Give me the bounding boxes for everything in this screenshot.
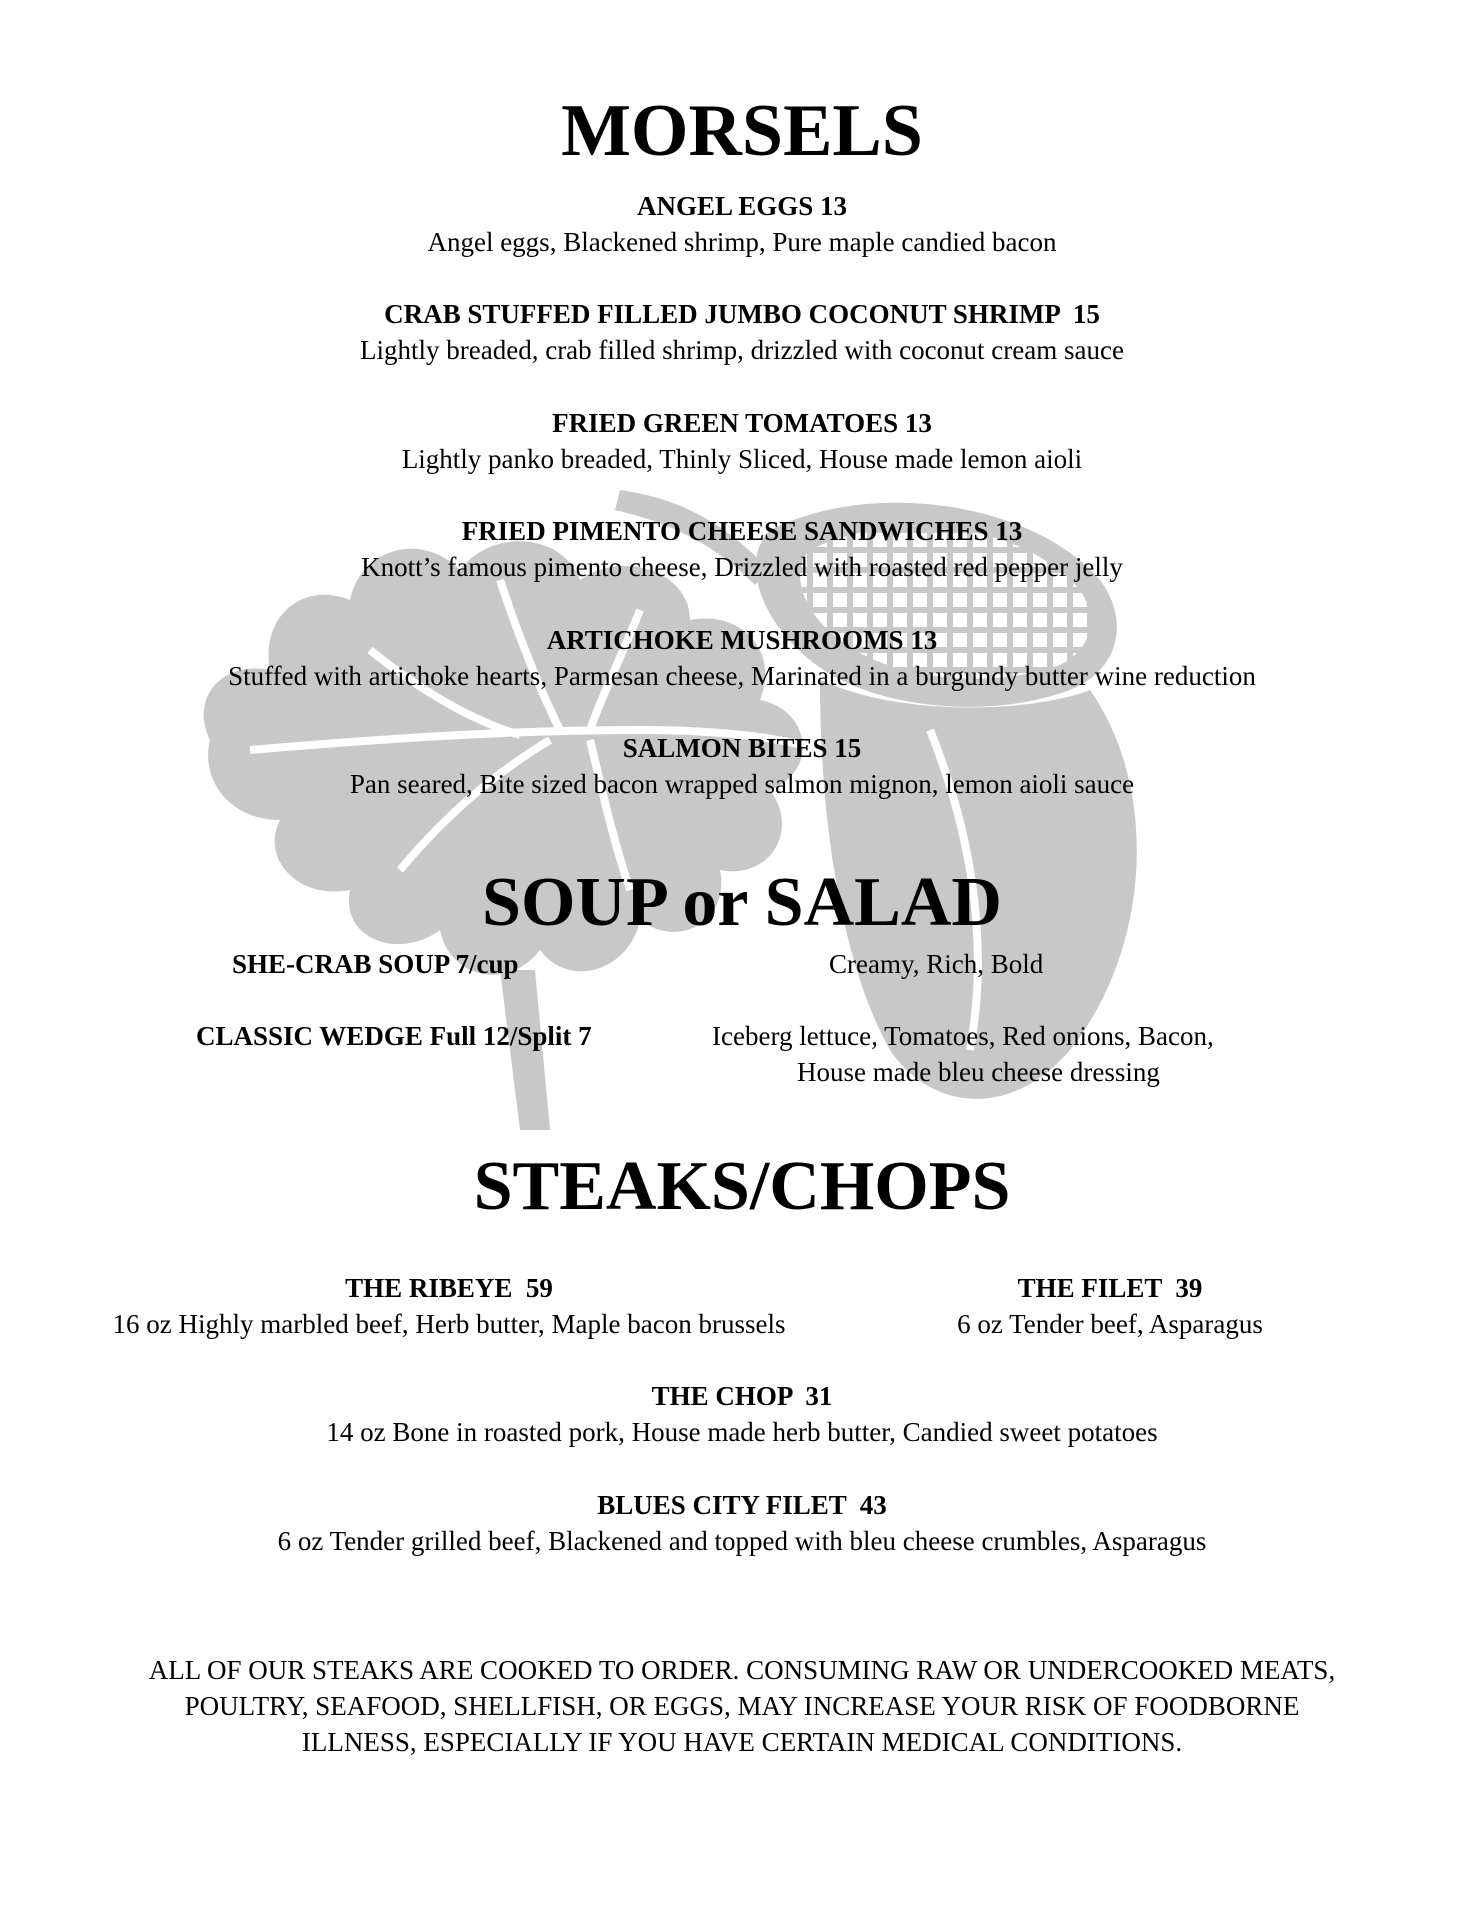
item-name: CLASSIC WEDGE Full 12/Split 7	[196, 1021, 592, 1051]
disclaimer-line: ILLNESS, ESPECIALLY IF YOU HAVE CERTAIN MEDICAL CONDITIONS.	[301, 1727, 1183, 1757]
item-description: 16 oz Highly marbled beef, Herb butter, Maple bacon brussels	[112, 1309, 786, 1339]
item-description: Angel eggs, Blackened shrimp, Pure maple candied bacon	[427, 227, 1057, 257]
section-title-steaks-chops: STEAKS/CHOPS	[473, 1148, 1011, 1225]
item-description: House made bleu cheese dressing	[797, 1057, 1160, 1087]
item-name: THE RIBEYE 59	[345, 1273, 553, 1303]
item-description: Creamy, Rich, Bold	[829, 949, 1044, 979]
item-name: CRAB STUFFED FILLED JUMBO COCONUT SHRIMP 15	[384, 299, 1100, 329]
section-title-morsels: MORSELS	[561, 90, 923, 172]
section-title-soup-salad: SOUP or SALAD	[482, 864, 1002, 941]
item-name: FRIED GREEN TOMATOES 13	[552, 408, 932, 438]
food-safety-disclaimer	[60, 1652, 1424, 1760]
item-description: Stuffed with artichoke hearts, Parmesan cheese, Marinated in a burgundy butter wine reduction	[228, 661, 1256, 691]
item-name: THE FILET 39	[1017, 1273, 1203, 1303]
item-name: SALMON BITES 15	[622, 733, 862, 763]
item-description: Iceberg lettuce, Tomatoes, Red onions, Bacon,	[712, 1021, 1214, 1051]
item-description: 6 oz Tender beef, Asparagus	[957, 1309, 1263, 1339]
item-description: Lightly panko breaded, Thinly Sliced, House made lemon aioli	[401, 444, 1083, 474]
item-description: 6 oz Tender grilled beef, Blackened and topped with bleu cheese crumbles, Asparagus	[277, 1526, 1207, 1556]
disclaimer-line: POULTRY, SEAFOOD, SHELLFISH, OR EGGS, MAY INCREASE YOUR RISK OF FOODBORNE	[184, 1691, 1300, 1721]
item-name: ANGEL EGGS 13	[636, 191, 848, 221]
item-description: Lightly breaded, crab filled shrimp, drizzled with coconut cream sauce	[360, 335, 1124, 365]
item-name: BLUES CITY FILET 43	[597, 1490, 887, 1520]
item-description: 14 oz Bone in roasted pork, House made herb butter, Candied sweet potatoes	[326, 1417, 1158, 1447]
item-name: ARTICHOKE MUSHROOMS 13	[546, 625, 938, 655]
item-name: THE CHOP 31	[651, 1381, 833, 1411]
item-name: SHE-CRAB SOUP 7/cup	[232, 949, 519, 979]
item-name: FRIED PIMENTO CHEESE SANDWICHES 13	[461, 516, 1023, 546]
item-description: Pan seared, Bite sized bacon wrapped salmon mignon, lemon aioli sauce	[349, 769, 1135, 799]
disclaimer-line: ALL OF OUR STEAKS ARE COOKED TO ORDER. CONSUMING RAW OR UNDERCOOKED MEATS,	[148, 1655, 1336, 1685]
item-description: Knott’s famous pimento cheese, Drizzled with roasted red pepper jelly	[361, 552, 1123, 582]
